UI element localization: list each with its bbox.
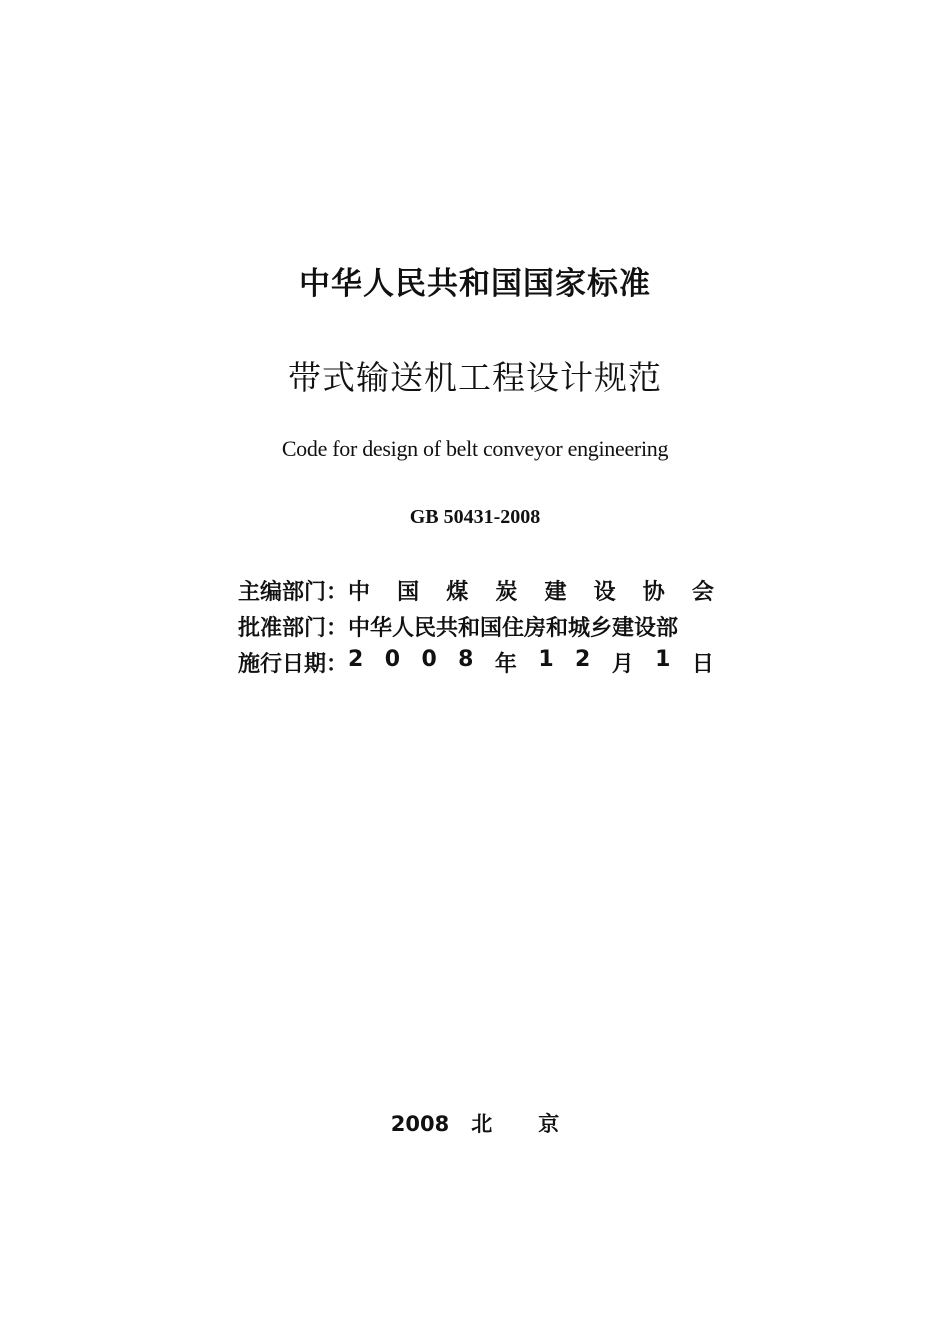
standard-heading: 中华人民共和国国家标准: [299, 266, 651, 302]
spaced-char: 年: [494, 651, 517, 677]
spaced-char: 1: [655, 646, 671, 672]
publish-year: 2008: [390, 1112, 450, 1136]
spaced-char: 0: [384, 646, 401, 672]
approver-value: 中华人民共和国住房和城乡建设部: [348, 615, 679, 641]
editor-row: [238, 572, 718, 608]
approver-row: [238, 608, 718, 644]
spaced-char: 1: [538, 646, 554, 672]
title-english: Code for design of belt conveyor engineering: [281, 436, 669, 461]
spaced-char: 月: [611, 651, 634, 677]
standard-code-number: GB 50431-2008: [409, 506, 541, 528]
spaced-char: 煤: [446, 579, 469, 605]
publish-city-part1: 北: [471, 1112, 493, 1136]
spaced-char: 中: [348, 579, 371, 605]
effective-date-value: [348, 647, 718, 678]
spaced-char: 2: [348, 646, 364, 672]
spaced-char: 炭: [495, 579, 518, 605]
editor-label: 主编部门：: [238, 579, 349, 605]
spaced-char: 协: [642, 579, 665, 605]
metadata-block: [238, 572, 718, 680]
effective-date-row: [238, 644, 718, 680]
editor-value: [348, 575, 718, 606]
spaced-char: 国: [397, 579, 420, 605]
title-chinese: 带式输送机工程设计规范: [288, 358, 662, 397]
spaced-char: 日: [691, 651, 714, 677]
spaced-char: 建: [544, 579, 567, 605]
spaced-char: 2: [575, 646, 591, 672]
publish-city-part2: 京: [538, 1112, 560, 1136]
spaced-char: 设: [593, 579, 616, 605]
approver-label: 批准部门：: [238, 615, 349, 641]
spaced-char: 0: [421, 646, 437, 672]
spaced-char: 会: [691, 579, 714, 605]
effective-date-label: 施行日期：: [238, 651, 349, 677]
spaced-char: 8: [458, 646, 474, 672]
publisher-line: [0, 1108, 950, 1138]
